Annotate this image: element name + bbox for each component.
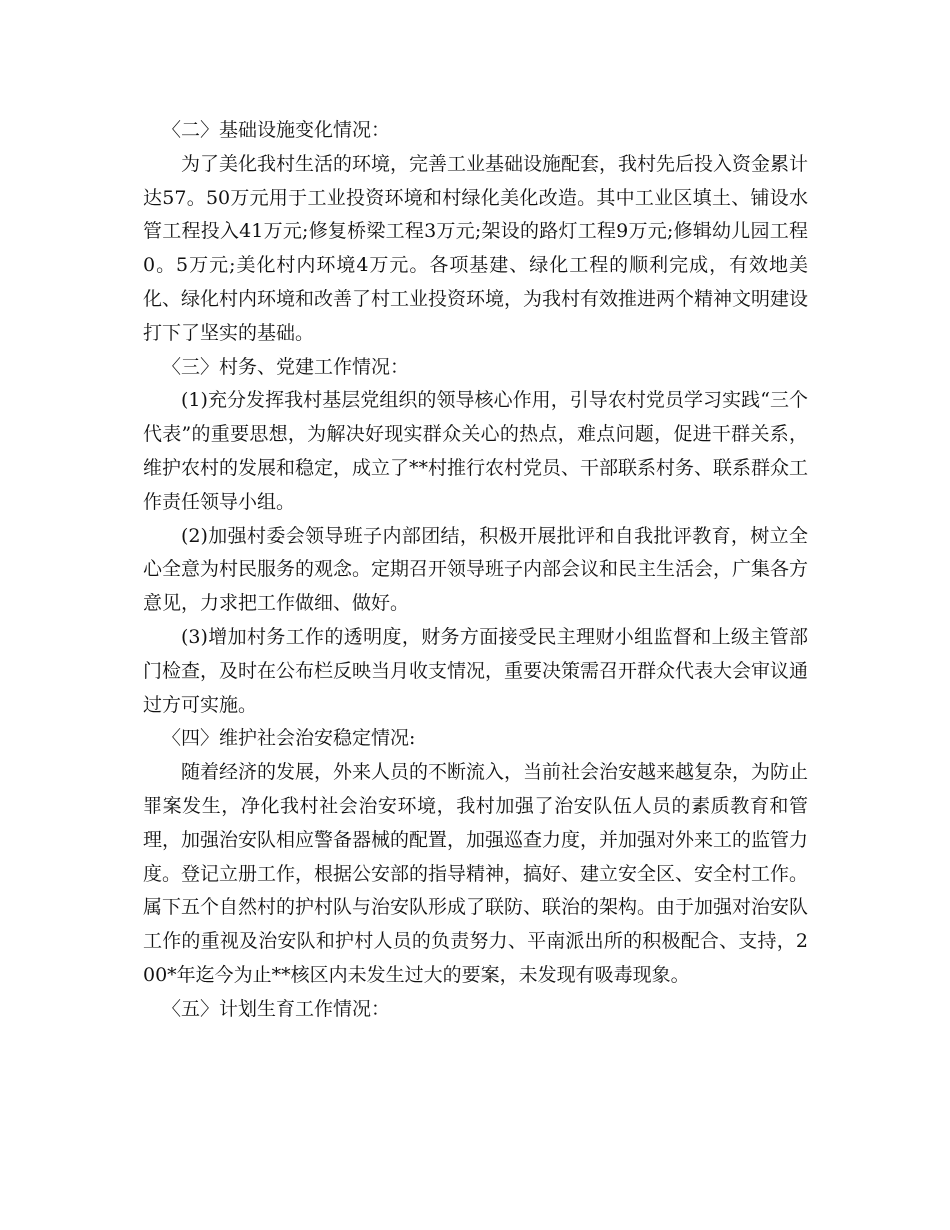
paragraph-party-core-role: (1)充分发挥我村基层党组织的领导核心作用，引导农村党员学习实践“三个代表”的重要思想，为解决好现实群众关心的热点，难点问题，促进干群关系，维护农村的发展和稳定，成立了**村推行农村党员、干部联系村务、联系群众工作责任领导小组。 xyxy=(143,389,809,513)
paragraph-transparency: (3)增加村务工作的透明度，财务方面接受民主理财小组监督和上级主管部门检查，及时在公布栏反映当月收支情况，重要决策需召开群众代表大会审议通过方可实施。 xyxy=(143,625,809,716)
paragraph-leadership-unity: (2)加强村委会领导班子内部团结，积极开展批评和自我批评教育，树立全心全意为村民服务的观念。定期召开领导班子内部会议和民主生活会，广集各方意见，力求把工作做细、做好。 xyxy=(143,524,809,615)
paragraph-infrastructure: 为了美化我村生活的环境，完善工业基础设施配套，我村先后投入资金累计达57。50万元用于工业投资环境和村绿化美化改造。其中工业区填土、铺设水管工程投入41万元;修复桥梁工程3万元;架设的路灯工程9万元;修辑幼儿园工程0。5万元;美化村内环境4万元。各项基建、绿化工程的顺利完成，有效地美化、绿化村内环境和改善了村工业投资环境，为我村有效推进两个精神文明建设打下了坚实的基础。 xyxy=(143,152,809,344)
section-heading-family-planning: 〈五〉计划生育工作情况： xyxy=(162,997,391,1020)
document-body xyxy=(143,114,808,1027)
section-heading-public-security: 〈四〉维护社会治安稳定情况: xyxy=(162,727,416,750)
section-heading-village-affairs: 〈三〉村务、党建工作情况： xyxy=(162,355,410,378)
paragraph-public-security: 随着经济的发展，外来人员的不断流入，当前社会治安越来越复杂，为防止罪案发生，净化我村社会治安环境，我村加强了治安队伍人员的素质教育和管理，加强治安队相应警备器械的配置，加强巡查力度，并加强对外来工的监管力度。登记立册工作，根据公安部的指导精神，搞好、建立安全区、安全村工作。属下五个自然村的护村队与治安队形成了联防、联治的架构。由于加强对治安队工作的重视及治安队和护村人员的负责努力、平南派出所的积极配合、支持，200*年迄今为止**核区内未发生过大的要案，未发现有吸毒现象。 xyxy=(143,761,809,986)
section-heading-infrastructure: 〈二〉基础设施变化情况： xyxy=(162,119,391,141)
